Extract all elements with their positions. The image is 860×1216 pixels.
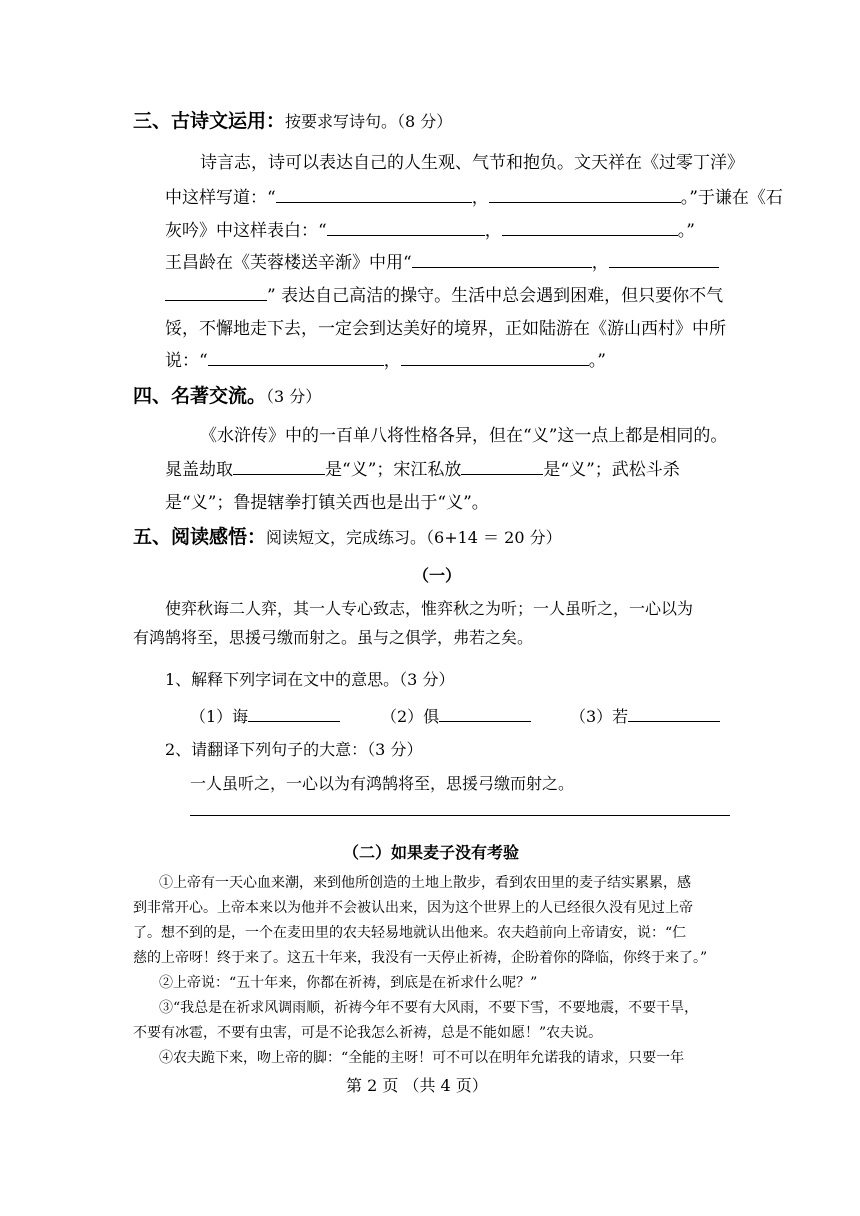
section3-line3: 灰吟》中这样表白：“ ， 。”	[165, 216, 695, 241]
section3-line4: 王昌龄在《芙蓉楼送辛渐》中用“ ，	[165, 248, 719, 273]
section4-score: （3 分）	[266, 387, 322, 406]
answer-blank[interactable]	[276, 184, 472, 203]
passage-line: 慈的上帝呀！终于来了。这五十年来，我没有一天停止祈祷，企盼着你的降临，你终于来了。”	[133, 950, 708, 966]
passage-line: ①上帝有一天心血来潮，来到他所创造的土地上散步，看到农田里的麦子结实累累，感	[159, 875, 691, 891]
answer-blank[interactable]	[439, 703, 531, 722]
page-footer: 第 2 页 （共 4 页）	[346, 1076, 488, 1095]
passage-line: ④农夫跪下来，吻上帝的脚：“全能的主呀！可不可以在明年允诺我的请求，只要一年	[159, 1050, 685, 1066]
passage-line: ②上帝说：“五十年来，你都在祈祷，到底是在祈求什么呢？”	[159, 975, 538, 991]
answer-blank[interactable]	[233, 456, 325, 475]
section4-heading	[133, 381, 321, 408]
part1-word1: （1）诲	[190, 703, 340, 727]
section4-line1: 《水浒传》中的一百单八将性格各异，但在“义”这一点上都是相同的。	[200, 426, 728, 446]
answer-blank[interactable]	[628, 703, 720, 722]
section3-line7: 说：“ ， 。”	[165, 346, 606, 371]
part1-passage-line1: 使弈秋诲二人弈，其一人专心致志，惟弈秋之为听；一人虽听之，一心以为	[165, 599, 694, 618]
passage-line: 不要有冰雹，不要有虫害，可是不论我怎么祈祷，总是不能如愿！”农夫说。	[133, 1025, 603, 1041]
part1-passage-line2: 有鸿鹄将至，思援弓缴而射之。虽与之俱学，弗若之矣。	[133, 628, 534, 647]
answer-blank[interactable]	[461, 456, 543, 475]
section3-title: 三、古诗文运用：	[133, 110, 286, 132]
answer-blank[interactable]	[327, 217, 485, 236]
section5-title: 五、阅读感悟：	[133, 526, 267, 548]
section5-instruction: 阅读短文，完成练习。（6+14 ＝ 20 分）	[266, 528, 562, 547]
part1-question2: 2、请翻译下列句子的大意：（3 分）	[165, 740, 423, 759]
answer-blank[interactable]	[489, 184, 681, 203]
section3-line1: 诗言志，诗可以表达自己的人生观、气节和抱负。文天祥在《过零丁洋》	[200, 153, 744, 173]
answer-blank[interactable]	[609, 249, 719, 268]
part1-question1: 1、解释下列字词在文中的意思。（3 分）	[165, 670, 455, 689]
part1-sentence: 一人虽听之，一心以为有鸿鹄将至，思援弓缴而射之。	[190, 774, 575, 793]
section4-line2: 晁盖劫取 是“义”；宋江私放 是“义”；武松斗杀	[165, 455, 680, 480]
section3-heading	[133, 106, 452, 133]
section3-line6: 馁，不懈地走下去，一定会到达美好的境界，正如陆游在《游山西村》中所	[165, 319, 726, 339]
section4-title: 四、名著交流。	[133, 385, 267, 407]
passage-line: ③“我总是在祈求风调雨顺，祈祷今年不要有大风雨，不要下雪，不要地震，不要干旱，	[159, 1000, 699, 1016]
section3-instruction: 按要求写诗句。（8 分）	[285, 112, 453, 131]
answer-blank[interactable]	[165, 282, 267, 301]
part1-word2: （2）俱	[381, 703, 531, 727]
answer-blank[interactable]	[208, 347, 384, 366]
passage-line: 了。想不到的是，一个在麦田里的农夫轻易地就认出他来。农夫趋前向上帝请安，说：“仁	[133, 925, 687, 941]
part1-heading: （一）	[413, 566, 462, 585]
answer-blank[interactable]	[502, 217, 678, 236]
section5-heading	[133, 522, 562, 549]
answer-blank[interactable]	[401, 347, 589, 366]
passage-line: 到非常开心。上帝本来以为他并不会被认出来，因为这个世界上的人已经很久没有见过上帝	[133, 900, 693, 916]
section3-line2: 中这样写道：“ ， 。”于谦在《石	[165, 183, 783, 208]
answer-blank[interactable]	[412, 249, 592, 268]
section3-line5: ” 表达自己高洁的操守。生活中总会遇到困难，但只要你不气	[165, 281, 723, 306]
section4-line3: 是“义”；鲁提辖拳打镇关西也是出于“义”。	[165, 493, 489, 513]
part2-heading: （二）如果麦子没有考验	[343, 843, 520, 862]
answer-blank[interactable]	[248, 703, 340, 722]
part1-word3: （3）若	[570, 703, 720, 727]
translation-answer-line[interactable]	[190, 815, 730, 816]
